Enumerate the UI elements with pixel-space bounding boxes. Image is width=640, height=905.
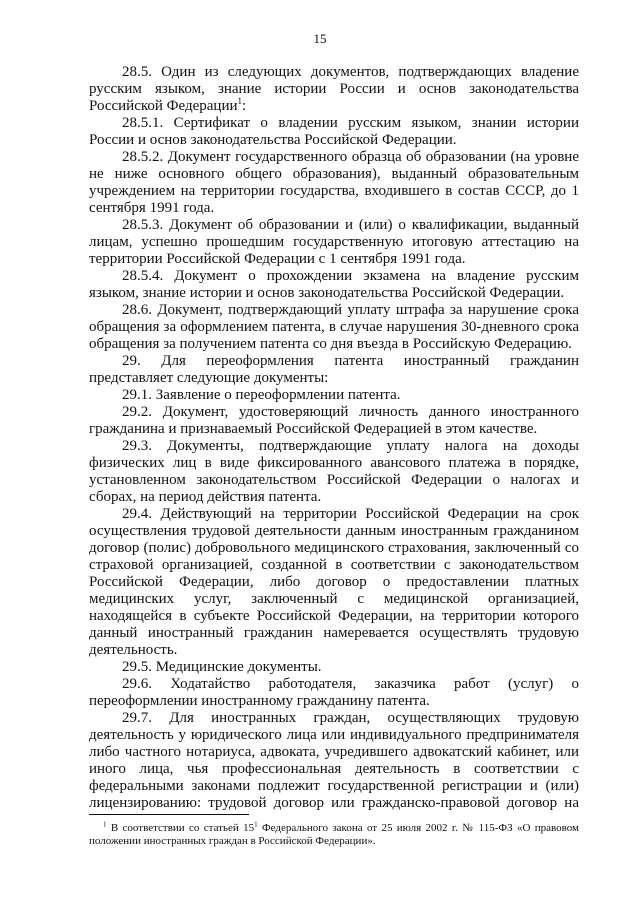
paragraph-28-5: 28.5. Один из следующих документов, подтверждающих владение русским языком, знание истории России и основ законодательства Российской Федерации$^1$: xyxy=(89,64,579,114)
footnote xyxy=(89,822,579,848)
page-number: 15 xyxy=(313,31,327,46)
paragraph-29-2: 29.2. Документ, удостоверяющий личность данного иностранного гражданина и признаваемый Российской Федерацией в этом качестве. xyxy=(89,404,579,437)
paragraph-28-5-2: 28.5.2. Документ государственного образца об образовании (на уровне не ниже основного общего образования), выданный образовательным учреждением на территории государства, входившего в состав СССР, до 1 сентября 1991 года. xyxy=(89,149,579,216)
paragraph-29-7: 29.7. Для иностранных граждан, осуществляющих трудовую деятельность у юридического лица или индивидуального предпринимателя либо частного нотариуса, адвоката, учредившего адвокатский кабинет, или иного лица, чья профессиональная деятельность в соответствии с федеральными законами подлежит государственной регистрации и (или) лицензированию: трудовой договор или гражданско-правовой договор на xyxy=(89,710,579,811)
paragraph-29-3: 29.3. Документы, подтверждающие уплату налога на доходы физических лиц в виде фиксированного авансового платежа в порядке, установленном законодательством Российской Федерации о налогах и сборах, на период действия патента. xyxy=(89,438,579,505)
footnote-separator xyxy=(89,814,249,815)
paragraph-29-5: 29.5. Медицинские документы. xyxy=(122,659,322,675)
document-body xyxy=(89,64,579,812)
paragraph-28-5-4: 28.5.4. Документ о прохождении экзамена на владение русским языком, знание истории и основ законодательства Российской Федерации. xyxy=(89,268,579,301)
footnote-article-sup: 1 xyxy=(254,820,258,829)
paragraph-28-6: 28.6. Документ, подтверждающий уплату штрафа за нарушение срока обращения за оформлением патента, в случае нарушения 30-дневного срока обращения за получением патента со дня въезда в Российскую Федерацию. xyxy=(89,302,579,352)
footnote-text-start: В соответствии со статьей 15 xyxy=(110,822,255,834)
paragraph-29-1: 29.1. Заявление о переоформлении патента. xyxy=(122,387,401,403)
footnote-text-end: Федерального закона от 25 июля 2002 г. № 115-ФЗ «О правовом положении иностранных граждан в Российской Федерации». xyxy=(89,822,579,847)
footnote-ref: 1 xyxy=(237,96,243,106)
footnote-mark: 1 xyxy=(103,820,107,829)
paragraph-29-4: 29.4. Действующий на территории Российской Федерации на срок осуществления трудовой деятельности данным иностранным гражданином договор (полис) добровольного медицинского страхования, заключенный со страховой организацией, созданной в соответствии с законодательством Российской Федерации, либо договор о предоставлении платных медицинских услуг, заключенный с медицинской организацией, находящейся в субъекте Российской Федерации, на территории которого данный иностранный гражданин намеревается осуществлять трудовую деятельность. xyxy=(89,506,579,658)
paragraph-29-6: 29.6. Ходатайство работодателя, заказчика работ (услуг) о переоформлении иностранному гражданину патента. xyxy=(89,676,579,709)
paragraph-28-5-3: 28.5.3. Документ об образовании и (или) о квалификации, выданный лицам, успешно прошедшим государственную итоговую аттестацию на территории Российской Федерации с 1 сентября 1991 года. xyxy=(89,217,579,267)
paragraph-28-5-1: 28.5.1. Сертификат о владении русским языком, знании истории России и основ законодательства Российской Федерации. xyxy=(89,115,579,148)
paragraph-29: 29. Для переоформления патента иностранный гражданин представляет следующие документы: xyxy=(89,353,579,386)
